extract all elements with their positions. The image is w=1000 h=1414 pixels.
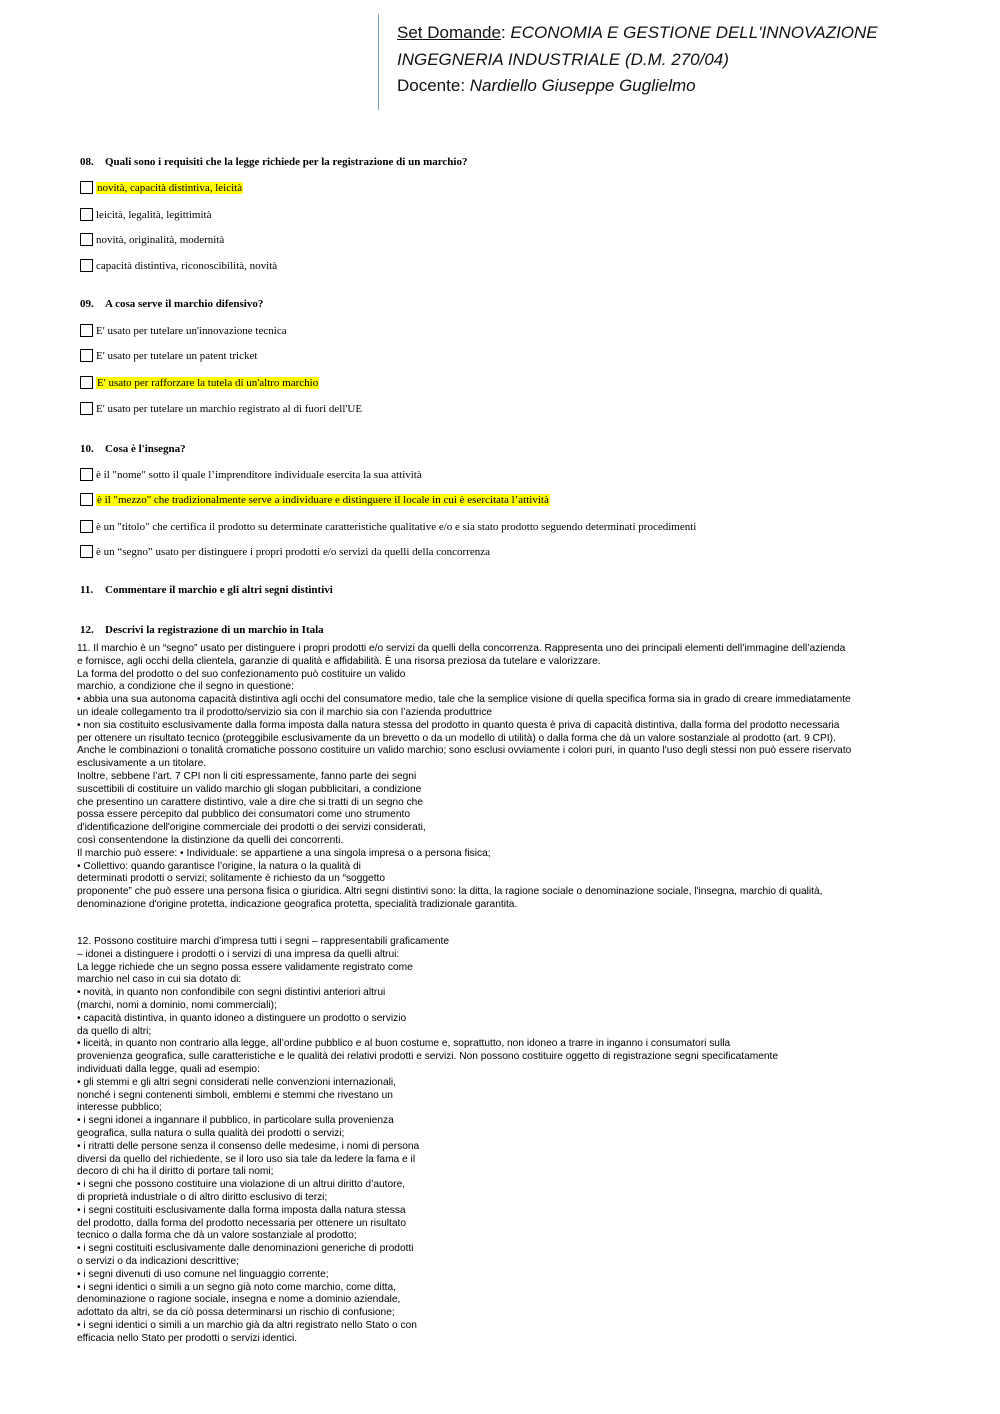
question-11 [80, 584, 333, 596]
option-08-c[interactable] [80, 233, 224, 246]
option-text: leicità, legalità, legittimità [96, 208, 212, 221]
teacher-name: Nardiello Giuseppe Guglielmo [469, 76, 696, 95]
header-line-2 [397, 47, 878, 74]
question-text: Descrivi la registrazione di un marchio in Itala [105, 624, 324, 636]
checkbox[interactable] [80, 324, 93, 337]
question-text: Quali sono i requisiti che la legge richiede per la registrazione di un marchio? [105, 156, 468, 168]
option-text: è il "mezzo" che tradizionalmente serve a individuare e distinguere il locale in cui è esercitata l’attività [97, 493, 549, 506]
question-text: Cosa è l'insegna? [105, 443, 186, 455]
checkbox[interactable] [80, 259, 93, 272]
set-label: Set Domande [397, 23, 501, 42]
option-text: novità, capacità distintiva, leicità [97, 181, 243, 194]
option-08-a[interactable] [80, 181, 243, 194]
question-12 [80, 624, 324, 636]
question-number: 10. [80, 443, 94, 455]
option-text: è un “segno” usato per distinguere i propri prodotti e/o servizi da quelli della concorrenza [96, 545, 491, 558]
checkbox[interactable] [80, 181, 93, 194]
header-line-1 [397, 20, 878, 47]
checkbox[interactable] [80, 545, 93, 558]
option-text: E' usato per tutelare un patent tricket [96, 349, 258, 362]
option-text: novità, originalità, modernità [96, 233, 225, 246]
answer-11-text: 11. Il marchio è un “segno” usato per distinguere i propri prodotti e/o servizi da quelli della concorrenza. Rappresenta uno dei principali elementi dell’immagine dell’azienda e fornisce, agli occhi della clientela, garanzie di qualità e affidabilità. È una risorsa preziosa da tutelare e valorizzare. La forma del prodotto o del suo confezionamento può costituire un valido marchio, a condizione che il segno in questione: • abbia una sua autonoma capacità distintiva agli occhi del consumatore medio, tale che la semplice visione di quella specifica forma sia in grado di creare immediatamente un ideale collegamento tra il prodotto/servizio sia con il marchio sia con l’azienda produttrice • non sia costituito esclusivamente dalla forma imposta dalla natura stessa del prodotto in quanto questa è priva di capacità distintiva, dalla forma del prodotto necessaria per ottenere un risultato tecnico (proteggibile esclusivamente da un brevetto o da un modello di utilità) o dalla forma che dà un valore sostanziale al prodotto (art. 9 CPI). Anche le combinazioni o tonalità cromatiche possono costituire un valido marchio; sono esclusi ovviamente i colori puri, in quanto l'uso degli stessi non può essere riservato esclusivamente a un titolare. Inoltre, sebbene l’art. 7 CPI non li citi espressamente, fanno parte dei segni suscettibili di costituire un valido marchio gli slogan pubblicitari, a condizione che presentino un carattere distintivo, vale a dire che si tratti di un segno che possa essere percepito dal pubblico dei consumatori come uno strumento d'identificazione dell'origine commerciale dei prodotti o dei servizi considerati, così consentendone la distinzione da quelli dei concorrenti. Il marchio può essere: • Individuale: se appartiene a una singola impresa o a persona fisica; • Collettivo: quando garantisce l’origine, la natura o la qualità di determinati prodotti o servizi; solitamente è richiesto da un “soggetto proponente” che può essere una persona fisica o giuridica. Altri segni distintivi sono: la ditta, la ragione sociale o denominazione sociale, l'insegna, marchio di qualità, denominazione d'origine protetta, indicazione geografica protetta, specialità tradizionale garantita. [77, 643, 852, 910]
option-text: E' usato per tutelare un'innovazione tecnica [96, 324, 287, 337]
option-10-a[interactable] [80, 468, 422, 481]
option-text: è il "nome" sotto il quale l’imprenditore individuale esercita la sua attività [96, 468, 422, 481]
option-10-b[interactable] [80, 493, 550, 506]
document-header [397, 20, 878, 100]
header-line-3 [397, 73, 878, 100]
option-08-b[interactable] [80, 208, 211, 221]
question-text: A cosa serve il marchio difensivo? [105, 298, 264, 310]
checkbox[interactable] [80, 376, 93, 389]
option-text: capacità distintiva, riconoscibilità, novità [96, 259, 278, 272]
question-10 [80, 443, 186, 455]
checkbox[interactable] [80, 493, 93, 506]
checkbox[interactable] [80, 468, 93, 481]
checkbox[interactable] [80, 349, 93, 362]
option-09-d[interactable] [80, 402, 362, 415]
option-text: è un "titolo" che certifica il prodotto su determinate caratteristiche qualitative e/o e sia stato prodotto seguendo determinati procedimenti [96, 520, 697, 533]
question-09 [80, 298, 263, 310]
option-08-d[interactable] [80, 259, 277, 272]
checkbox[interactable] [80, 402, 93, 415]
checkbox[interactable] [80, 233, 93, 246]
header-divider [378, 14, 379, 110]
course-title: ECONOMIA E GESTIONE DELL'INNOVAZIONE [510, 23, 878, 42]
option-10-c[interactable] [80, 520, 696, 533]
question-number: 09. [80, 298, 94, 310]
question-number: 08. [80, 156, 94, 168]
option-text: E' usato per tutelare un marchio registrato al di fuori dell'UE [96, 402, 363, 415]
option-10-d[interactable] [80, 545, 490, 558]
option-text: E' usato per rafforzare la tutela di un'altro marchio [97, 376, 319, 389]
option-09-a[interactable] [80, 324, 287, 337]
checkbox[interactable] [80, 208, 93, 221]
question-text: Commentare il marchio e gli altri segni distintivi [105, 584, 333, 596]
question-number: 12. [80, 624, 94, 636]
option-09-b[interactable] [80, 349, 257, 362]
question-08 [80, 156, 467, 168]
set-separator: : [500, 23, 511, 42]
teacher-label: Docente: [397, 76, 470, 95]
question-number: 11. [80, 584, 94, 596]
option-09-c[interactable] [80, 376, 319, 389]
answer-12-text: 12. Possono costituire marchi d’impresa tutti i segni – rappresentabili graficamente – idonei a distinguere i prodotti o i servizi di una impresa da quelli altrui: La legge richiede che un segno possa essere validamente registrato come marchio nel caso in cui sia dotato di: • novità, in quanto non confondibile con segni distintivi anteriori altrui (marchi, nomi a dominio, nomi commerciali); • capacità distintiva, in quanto idoneo a distinguere un prodotto o servizio da quello di altri; • liceità, in quanto non contrario alla legge, all’ordine pubblico e al buon costume e, soprattutto, non idoneo a trarre in inganno i consumatori sulla provenienza geografica, sulle caratteristiche e le qualità dei relativi prodotti e servizi. Non possono costituire oggetto di registrazione segni specificatamente individuati dalla legge, quali ad esempio: • gli stemmi e gli altri segni considerati nelle convenzioni internazionali, nonché i segni contenenti simboli, emblemi e stemmi che rivestano un interesse pubblico; • i segni idonei a ingannare il pubblico, in particolare sulla provenienza geografica, sulla natura o sulla qualità dei prodotti o servizi; • i ritratti delle persone senza il consenso delle medesime, i nomi di persona diversi da quello del richiedente, se il loro uso sia tale da ledere la fama e il decoro di chi ha il diritto di portare tali nomi; • i segni che possono costituire una violazione di un altrui diritto d’autore, di proprietà industriale o di altro diritto esclusivo di terzi; • i segni costituiti esclusivamente dalla forma imposta dalla natura stessa del prodotto, dalla forma del prodotto necessaria per ottenere un risultato tecnico o dalla forma che dà un valore sostanziale al prodotto; • i segni costituiti esclusivamente dalle denominazioni generiche di prodotti o servizi o da indicazioni descrittive; • i segni divenuti di uso comune nel linguaggio corrente; • i segni identici o simili a un segno già noto come marchio, come ditta, denominazione o ragione sociale, insegna e nome a dominio aziendale, adottato da altri, se da ciò possa determinarsi un rischio di confusione; • i segni identici o simili a un marchio già da altri registrato nello Stato o con efficacia nello Stato per prodotti o servizi identici. [77, 936, 779, 1344]
course-degree: INGEGNERIA INDUSTRIALE (D.M. 270/04) [397, 49, 729, 69]
checkbox[interactable] [80, 520, 93, 533]
